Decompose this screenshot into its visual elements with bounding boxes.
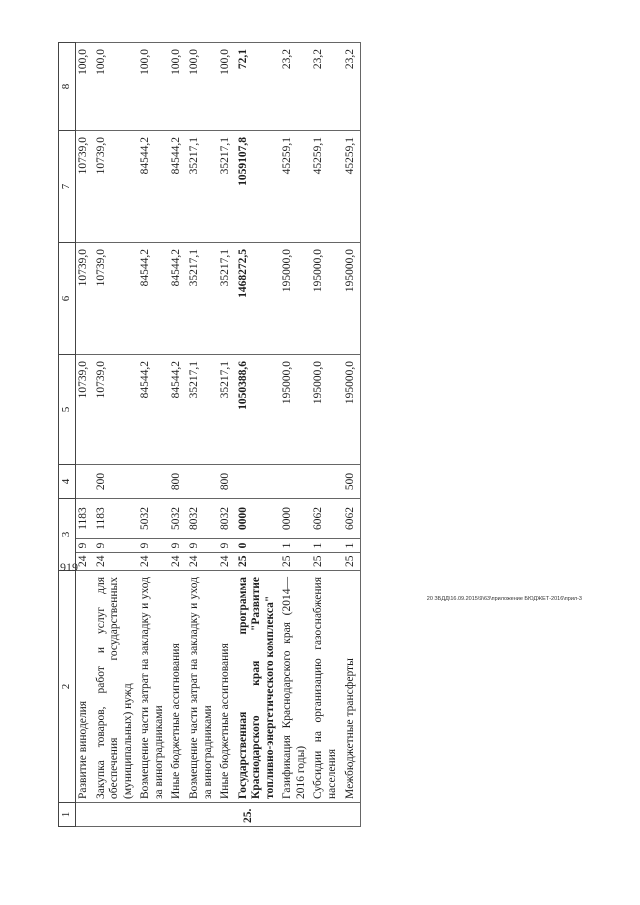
- code-subsection: 9: [169, 539, 187, 553]
- code-section: 25: [236, 553, 281, 571]
- row-name: Субсидии на организацию газоснабжения населения: [311, 571, 342, 803]
- header-cell: 5: [59, 355, 76, 465]
- row-number: [138, 803, 169, 827]
- table-header-row: [59, 43, 76, 827]
- value-col5: 10739,0: [94, 355, 139, 465]
- code-subsection: 9: [94, 539, 139, 553]
- code-item: 1183: [76, 499, 94, 539]
- code-item: 6062: [343, 499, 361, 539]
- value-col8: 100,0: [138, 43, 169, 131]
- table-row: [236, 43, 281, 827]
- value-col5: 10739,0: [76, 355, 94, 465]
- row-name: Межбюджетные трансферты: [343, 571, 361, 803]
- value-col8: 100,0: [94, 43, 139, 131]
- code-section: 24: [76, 553, 94, 571]
- code-item: 6062: [311, 499, 342, 539]
- value-col6: 10739,0: [76, 243, 94, 355]
- row-number: [76, 803, 94, 827]
- value-col5: 195000,0: [311, 355, 342, 465]
- code-item: 0000: [236, 499, 281, 539]
- value-col8: 100,0: [218, 43, 236, 131]
- code-expense-type: 200: [94, 465, 139, 499]
- value-col7: 45259,1: [343, 131, 361, 243]
- row-number: [311, 803, 342, 827]
- code-subsection: 9: [138, 539, 169, 553]
- code-expense-type: 800: [218, 465, 236, 499]
- code-subsection: 1: [280, 539, 311, 553]
- code-section: 25: [343, 553, 361, 571]
- header-cell: 6: [59, 243, 76, 355]
- code-section: 24: [169, 553, 187, 571]
- code-subsection: 9: [218, 539, 236, 553]
- code-section: 25: [280, 553, 311, 571]
- table-row: [76, 43, 94, 827]
- code-subsection: 1: [311, 539, 342, 553]
- header-cell: 1: [59, 803, 76, 827]
- row-name: Иные бюджетные ассигнования: [218, 571, 236, 803]
- value-col6: 84544,2: [138, 243, 169, 355]
- value-col8: 72,1: [236, 43, 281, 131]
- row-number: [343, 803, 361, 827]
- header-cell: 8: [59, 43, 76, 131]
- value-col8: 23,2: [280, 43, 311, 131]
- value-col7: 84544,2: [138, 131, 169, 243]
- code-expense-type: [311, 465, 342, 499]
- value-col5: 1050388,6: [236, 355, 281, 465]
- table-row: [311, 43, 342, 827]
- value-col5: 35217,1: [187, 355, 218, 465]
- value-col7: 1059107,8: [236, 131, 281, 243]
- header-cell: 7: [59, 131, 76, 243]
- table-row: [169, 43, 187, 827]
- code-expense-type: [138, 465, 169, 499]
- code-expense-type: [236, 465, 281, 499]
- value-col6: 35217,1: [187, 243, 218, 355]
- row-name: Развитие виноделия: [76, 571, 94, 803]
- row-number: [187, 803, 218, 827]
- value-col8: 100,0: [169, 43, 187, 131]
- row-number: [218, 803, 236, 827]
- value-col5: 195000,0: [280, 355, 311, 465]
- code-subsection: 9: [76, 539, 94, 553]
- value-col7: 45259,1: [311, 131, 342, 243]
- code-item: 5032: [169, 499, 187, 539]
- row-name: Закупка товаров, работ и услуг для обеспечения государственных (муниципальных) нужд: [94, 571, 139, 803]
- value-col7: 84544,2: [169, 131, 187, 243]
- table-row: [187, 43, 218, 827]
- code-item: 0000: [280, 499, 311, 539]
- table-row: [218, 43, 236, 827]
- row-number: 25.: [236, 803, 281, 827]
- value-col5: 195000,0: [343, 355, 361, 465]
- code-section: 24: [138, 553, 169, 571]
- code-expense-type: 500: [343, 465, 361, 499]
- value-col8: 100,0: [187, 43, 218, 131]
- header-cell: 3: [59, 499, 76, 571]
- value-col6: 84544,2: [169, 243, 187, 355]
- code-item: 8032: [187, 499, 218, 539]
- code-section: 24: [187, 553, 218, 571]
- table-row: [94, 43, 139, 827]
- row-name: Возмещение части затрат на закладку и уход за виноградниками: [138, 571, 169, 803]
- value-col6: 195000,0: [280, 243, 311, 355]
- value-col7: 10739,0: [94, 131, 139, 243]
- row-name: Иные бюджетные ассигнования: [169, 571, 187, 803]
- code-item: 5032: [138, 499, 169, 539]
- value-col7: 45259,1: [280, 131, 311, 243]
- code-subsection: 9: [187, 539, 218, 553]
- value-col8: 23,2: [311, 43, 342, 131]
- code-subsection: 0: [236, 539, 281, 553]
- code-item: 1183: [94, 499, 139, 539]
- row-name: Возмещение части затрат на закладку и уход за виноградниками: [187, 571, 218, 803]
- value-col5: 84544,2: [169, 355, 187, 465]
- row-name: Государственная программа Краснодарского края "Развитие топливно-энергетического комплекса": [236, 571, 281, 803]
- code-expense-type: 800: [169, 465, 187, 499]
- value-col7: 10739,0: [76, 131, 94, 243]
- code-section: 24: [218, 553, 236, 571]
- value-col5: 35217,1: [218, 355, 236, 465]
- table-row: [343, 43, 361, 827]
- page-number: 919: [60, 560, 78, 574]
- row-number: [280, 803, 311, 827]
- table-row: [280, 43, 311, 827]
- value-col6: 35217,1: [218, 243, 236, 355]
- code-section: 24: [94, 553, 139, 571]
- header-cell: 4: [59, 465, 76, 499]
- file-path-footer: 20 ЗБДД\16.09.2015\9\63\приложение БЮДЖЕТ-2016\прил-3: [426, 596, 582, 602]
- value-col6: 195000,0: [311, 243, 342, 355]
- value-col8: 100,0: [76, 43, 94, 131]
- value-col6: 1468272,5: [236, 243, 281, 355]
- value-col7: 35217,1: [218, 131, 236, 243]
- row-number: [169, 803, 187, 827]
- code-expense-type: [187, 465, 218, 499]
- code-subsection: 1: [343, 539, 361, 553]
- value-col6: 10739,0: [94, 243, 139, 355]
- value-col8: 23,2: [343, 43, 361, 131]
- value-col6: 195000,0: [343, 243, 361, 355]
- header-cell: 2: [59, 571, 76, 803]
- value-col5: 84544,2: [138, 355, 169, 465]
- row-name: Газификация Краснодарского края (2014—2016 годы): [280, 571, 311, 803]
- code-expense-type: [280, 465, 311, 499]
- code-item: 8032: [218, 499, 236, 539]
- row-number: [94, 803, 139, 827]
- code-section: 25: [311, 553, 342, 571]
- code-expense-type: [76, 465, 94, 499]
- value-col7: 35217,1: [187, 131, 218, 243]
- budget-table: [58, 42, 361, 827]
- table-row: [138, 43, 169, 827]
